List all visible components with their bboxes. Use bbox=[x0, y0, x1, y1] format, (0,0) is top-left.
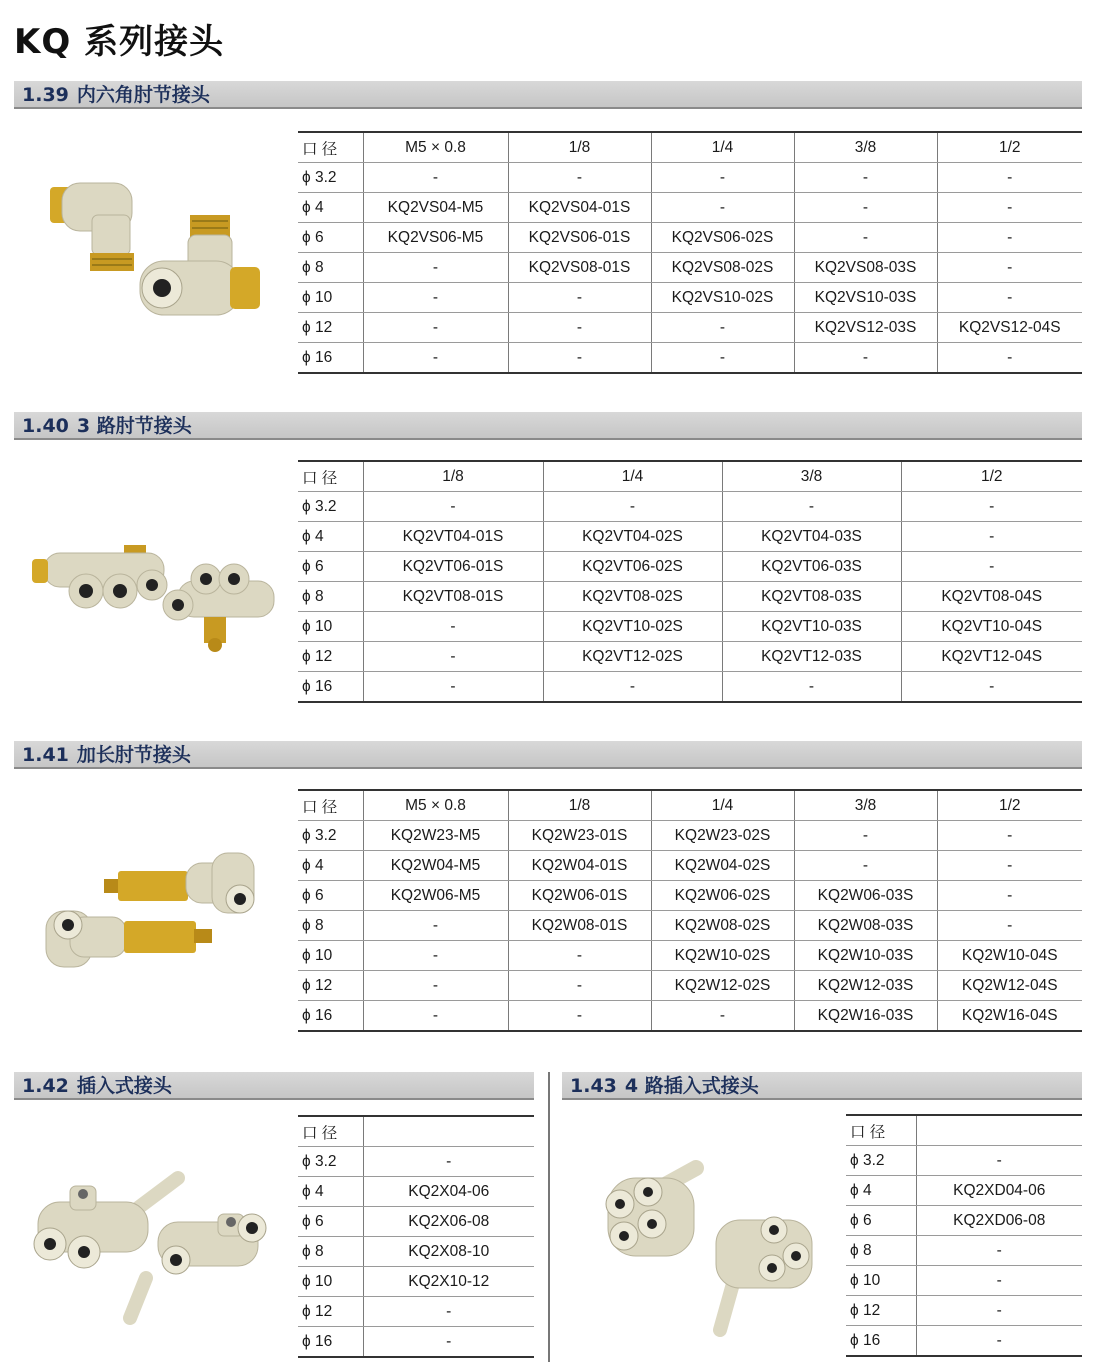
table-cell: KQ2W06-02S bbox=[651, 881, 794, 911]
column-header: 口 径 bbox=[298, 790, 363, 821]
row-label: ϕ 3.2 bbox=[298, 821, 363, 851]
table-cell: - bbox=[937, 193, 1082, 223]
table-cell: KQ2W12-02S bbox=[651, 971, 794, 1001]
row-label: ϕ 4 bbox=[298, 522, 363, 552]
product-photo-hex-elbow bbox=[40, 175, 280, 335]
column-header: 1/2 bbox=[937, 132, 1082, 163]
section-number: 1.40 bbox=[22, 415, 69, 437]
table-cell: - bbox=[722, 492, 901, 522]
table-cell: - bbox=[794, 821, 937, 851]
table-cell: KQ2W10-03S bbox=[794, 941, 937, 971]
product-photo-plug-in-y bbox=[28, 1168, 288, 1328]
section-number: 1.43 bbox=[570, 1075, 617, 1097]
table-cell: - bbox=[363, 1001, 508, 1032]
table-row bbox=[298, 612, 1082, 642]
section-title: 插入式接头 bbox=[76, 1075, 172, 1097]
table-cell: - bbox=[508, 313, 651, 343]
table-cell: KQ2W08-01S bbox=[508, 911, 651, 941]
table-cell: - bbox=[916, 1266, 1082, 1296]
table-cell: - bbox=[937, 881, 1082, 911]
table-row bbox=[298, 223, 1082, 253]
table-cell: - bbox=[363, 642, 543, 672]
table-cell: - bbox=[937, 343, 1082, 374]
table-cell: - bbox=[937, 821, 1082, 851]
table-cell: KQ2VT04-03S bbox=[722, 522, 901, 552]
table-cell: KQ2VT08-02S bbox=[543, 582, 722, 612]
table-cell: KQ2VT12-02S bbox=[543, 642, 722, 672]
table-cell: - bbox=[901, 552, 1082, 582]
spec-table-1-39 bbox=[298, 131, 1082, 374]
table-cell: - bbox=[363, 1327, 534, 1358]
table-cell: KQ2W16-03S bbox=[794, 1001, 937, 1032]
table-cell: KQ2W23-02S bbox=[651, 821, 794, 851]
table-row bbox=[846, 1266, 1082, 1296]
table-row bbox=[298, 642, 1082, 672]
table-cell: KQ2W10-04S bbox=[937, 941, 1082, 971]
table-row bbox=[298, 1207, 534, 1237]
row-label: ϕ 12 bbox=[298, 971, 363, 1001]
column-header bbox=[363, 1116, 534, 1147]
table-cell: - bbox=[363, 672, 543, 703]
table-row bbox=[298, 193, 1082, 223]
table-cell: - bbox=[363, 941, 508, 971]
table-cell: KQ2W23-01S bbox=[508, 821, 651, 851]
table-row bbox=[298, 1267, 534, 1297]
row-label: ϕ 8 bbox=[298, 582, 363, 612]
column-header: 1/8 bbox=[363, 461, 543, 492]
table-cell: - bbox=[363, 283, 508, 313]
table-row bbox=[846, 1326, 1082, 1357]
table-row bbox=[846, 1146, 1082, 1176]
table-cell: - bbox=[363, 1147, 534, 1177]
table-cell: - bbox=[937, 223, 1082, 253]
table-row bbox=[298, 911, 1082, 941]
row-label: ϕ 3.2 bbox=[298, 1147, 363, 1177]
table-row bbox=[298, 492, 1082, 522]
table-row bbox=[298, 1327, 534, 1358]
table-cell: - bbox=[916, 1236, 1082, 1266]
table-cell: - bbox=[722, 672, 901, 703]
table-cell: KQ2VS12-04S bbox=[937, 313, 1082, 343]
column-header bbox=[916, 1115, 1082, 1146]
table-row bbox=[298, 313, 1082, 343]
section-header-1-39 bbox=[14, 81, 1082, 109]
table-cell: - bbox=[901, 672, 1082, 703]
table-cell: KQ2W08-03S bbox=[794, 911, 937, 941]
section-title: 加长肘节接头 bbox=[76, 744, 191, 766]
table-row bbox=[298, 253, 1082, 283]
row-label: ϕ 4 bbox=[846, 1176, 916, 1206]
table-row bbox=[298, 1297, 534, 1327]
table-row bbox=[298, 522, 1082, 552]
row-label: ϕ 6 bbox=[298, 881, 363, 911]
table-cell: KQ2VT06-02S bbox=[543, 552, 722, 582]
table-cell: - bbox=[937, 911, 1082, 941]
table-row bbox=[298, 582, 1082, 612]
table-cell: KQ2VT06-01S bbox=[363, 552, 543, 582]
table-cell: - bbox=[508, 343, 651, 374]
row-label: ϕ 16 bbox=[298, 343, 363, 374]
table-cell: KQ2VT10-03S bbox=[722, 612, 901, 642]
table-cell: - bbox=[794, 193, 937, 223]
row-label: ϕ 6 bbox=[298, 223, 363, 253]
row-label: ϕ 10 bbox=[846, 1266, 916, 1296]
row-label: ϕ 4 bbox=[298, 193, 363, 223]
column-header: 1/2 bbox=[901, 461, 1082, 492]
column-header: 1/8 bbox=[508, 790, 651, 821]
product-photo-3-way-elbow bbox=[28, 535, 288, 655]
section-header-1-43 bbox=[562, 1072, 1082, 1100]
row-label: ϕ 4 bbox=[298, 1177, 363, 1207]
table-cell: KQ2W04-02S bbox=[651, 851, 794, 881]
table-cell: - bbox=[794, 343, 937, 374]
table-cell: KQ2VS04-M5 bbox=[363, 193, 508, 223]
table-row bbox=[298, 851, 1082, 881]
row-label: ϕ 12 bbox=[298, 313, 363, 343]
row-label: ϕ 3.2 bbox=[298, 492, 363, 522]
table-cell: KQ2VS04-01S bbox=[508, 193, 651, 223]
row-label: ϕ 8 bbox=[298, 911, 363, 941]
table-row bbox=[298, 343, 1082, 374]
column-header: M5 × 0.8 bbox=[363, 132, 508, 163]
page-title: KQ 系列接头 bbox=[14, 22, 225, 62]
table-row bbox=[298, 283, 1082, 313]
table-cell: - bbox=[651, 193, 794, 223]
table-cell: - bbox=[363, 343, 508, 374]
spec-table-1-40 bbox=[298, 460, 1082, 703]
column-header: 1/4 bbox=[651, 790, 794, 821]
table-cell: - bbox=[508, 283, 651, 313]
section-title: 3 路肘节接头 bbox=[76, 415, 192, 437]
table-cell: KQ2W06-01S bbox=[508, 881, 651, 911]
row-label: ϕ 8 bbox=[298, 1237, 363, 1267]
table-row bbox=[298, 941, 1082, 971]
table-header-row bbox=[298, 790, 1082, 821]
spec-table-1-41 bbox=[298, 789, 1082, 1032]
column-header: 1/2 bbox=[937, 790, 1082, 821]
table-cell: KQ2VT08-01S bbox=[363, 582, 543, 612]
table-cell: KQ2VT06-03S bbox=[722, 552, 901, 582]
row-label: ϕ 16 bbox=[298, 672, 363, 703]
row-label: ϕ 12 bbox=[298, 642, 363, 672]
row-label: ϕ 16 bbox=[298, 1327, 363, 1358]
column-header: 1/8 bbox=[508, 132, 651, 163]
table-row bbox=[298, 1001, 1082, 1032]
row-label: ϕ 10 bbox=[298, 941, 363, 971]
row-label: ϕ 6 bbox=[298, 552, 363, 582]
table-header-row bbox=[846, 1115, 1082, 1146]
spec-table-1-43 bbox=[846, 1114, 1082, 1357]
table-cell: KQ2W10-02S bbox=[651, 941, 794, 971]
table-cell: - bbox=[651, 163, 794, 193]
product-photo-4-way-plug-in bbox=[596, 1160, 836, 1340]
table-cell: - bbox=[508, 971, 651, 1001]
row-label: ϕ 10 bbox=[298, 283, 363, 313]
table-row bbox=[298, 163, 1082, 193]
section-number: 1.42 bbox=[22, 1075, 69, 1097]
table-cell: KQ2X10-12 bbox=[363, 1267, 534, 1297]
table-cell: KQ2XD04-06 bbox=[916, 1176, 1082, 1206]
table-cell: KQ2VS06-01S bbox=[508, 223, 651, 253]
table-header-row bbox=[298, 461, 1082, 492]
table-cell: - bbox=[543, 672, 722, 703]
table-cell: - bbox=[363, 253, 508, 283]
table-row bbox=[846, 1236, 1082, 1266]
table-cell: - bbox=[901, 522, 1082, 552]
section-header-1-41 bbox=[14, 741, 1082, 769]
table-row bbox=[298, 1237, 534, 1267]
spec-table-1-42 bbox=[298, 1115, 534, 1358]
table-cell: - bbox=[363, 492, 543, 522]
row-label: ϕ 3.2 bbox=[846, 1146, 916, 1176]
column-header: 口 径 bbox=[846, 1115, 916, 1146]
table-cell: KQ2W06-M5 bbox=[363, 881, 508, 911]
table-cell: KQ2X04-06 bbox=[363, 1177, 534, 1207]
table-row bbox=[298, 971, 1082, 1001]
row-label: ϕ 4 bbox=[298, 851, 363, 881]
table-cell: - bbox=[937, 253, 1082, 283]
table-cell: KQ2W08-02S bbox=[651, 911, 794, 941]
table-cell: KQ2W04-M5 bbox=[363, 851, 508, 881]
table-cell: - bbox=[937, 851, 1082, 881]
section-number: 1.41 bbox=[22, 744, 69, 766]
table-cell: KQ2X08-10 bbox=[363, 1237, 534, 1267]
section-number: 1.39 bbox=[22, 84, 69, 106]
table-cell: KQ2VT08-03S bbox=[722, 582, 901, 612]
table-cell: KQ2VS08-02S bbox=[651, 253, 794, 283]
table-row bbox=[846, 1296, 1082, 1326]
table-cell: KQ2W23-M5 bbox=[363, 821, 508, 851]
table-cell: KQ2VT08-04S bbox=[901, 582, 1082, 612]
section-title: 4 路插入式接头 bbox=[624, 1075, 759, 1097]
row-label: ϕ 10 bbox=[298, 1267, 363, 1297]
table-cell: KQ2VS06-M5 bbox=[363, 223, 508, 253]
row-label: ϕ 6 bbox=[846, 1206, 916, 1236]
table-cell: - bbox=[901, 492, 1082, 522]
table-cell: KQ2VT12-04S bbox=[901, 642, 1082, 672]
row-label: ϕ 8 bbox=[846, 1236, 916, 1266]
column-divider bbox=[548, 1072, 550, 1362]
column-header: 口 径 bbox=[298, 132, 363, 163]
table-cell: - bbox=[651, 313, 794, 343]
table-cell: - bbox=[363, 971, 508, 1001]
column-header: 口 径 bbox=[298, 1116, 363, 1147]
table-header-row bbox=[298, 132, 1082, 163]
table-cell: - bbox=[916, 1296, 1082, 1326]
table-cell: KQ2VS06-02S bbox=[651, 223, 794, 253]
table-cell: KQ2W04-01S bbox=[508, 851, 651, 881]
table-cell: - bbox=[916, 1326, 1082, 1357]
table-row bbox=[298, 881, 1082, 911]
table-cell: KQ2W06-03S bbox=[794, 881, 937, 911]
column-header: 3/8 bbox=[794, 132, 937, 163]
table-cell: - bbox=[651, 343, 794, 374]
section-title: 内六角肘节接头 bbox=[76, 84, 210, 106]
table-cell: - bbox=[508, 163, 651, 193]
table-row bbox=[298, 672, 1082, 703]
row-label: ϕ 12 bbox=[846, 1296, 916, 1326]
column-header: 3/8 bbox=[722, 461, 901, 492]
table-row bbox=[298, 821, 1082, 851]
row-label: ϕ 10 bbox=[298, 612, 363, 642]
table-cell: - bbox=[916, 1146, 1082, 1176]
table-cell: KQ2X06-08 bbox=[363, 1207, 534, 1237]
product-photo-extended-elbow bbox=[40, 845, 270, 975]
table-row bbox=[298, 1177, 534, 1207]
table-cell: - bbox=[508, 941, 651, 971]
table-cell: - bbox=[794, 223, 937, 253]
table-cell: KQ2VT04-01S bbox=[363, 522, 543, 552]
table-row bbox=[298, 1147, 534, 1177]
column-header: 1/4 bbox=[543, 461, 722, 492]
table-cell: KQ2W12-04S bbox=[937, 971, 1082, 1001]
table-cell: KQ2VS08-03S bbox=[794, 253, 937, 283]
row-label: ϕ 16 bbox=[298, 1001, 363, 1032]
table-cell: KQ2VS08-01S bbox=[508, 253, 651, 283]
table-cell: - bbox=[543, 492, 722, 522]
column-header: 口 径 bbox=[298, 461, 363, 492]
table-cell: KQ2VT12-03S bbox=[722, 642, 901, 672]
table-cell: - bbox=[363, 1297, 534, 1327]
table-cell: KQ2VT04-02S bbox=[543, 522, 722, 552]
row-label: ϕ 3.2 bbox=[298, 163, 363, 193]
table-cell: KQ2W16-04S bbox=[937, 1001, 1082, 1032]
table-cell: - bbox=[363, 313, 508, 343]
row-label: ϕ 8 bbox=[298, 253, 363, 283]
table-cell: - bbox=[794, 163, 937, 193]
table-cell: - bbox=[363, 163, 508, 193]
table-cell: KQ2VT10-04S bbox=[901, 612, 1082, 642]
table-cell: KQ2VS10-02S bbox=[651, 283, 794, 313]
table-cell: KQ2W12-03S bbox=[794, 971, 937, 1001]
row-label: ϕ 6 bbox=[298, 1207, 363, 1237]
row-label: ϕ 16 bbox=[846, 1326, 916, 1357]
table-cell: KQ2VT10-02S bbox=[543, 612, 722, 642]
table-row bbox=[846, 1176, 1082, 1206]
column-header: 1/4 bbox=[651, 132, 794, 163]
table-cell: - bbox=[651, 1001, 794, 1032]
row-label: ϕ 12 bbox=[298, 1297, 363, 1327]
table-row bbox=[298, 552, 1082, 582]
table-cell: - bbox=[508, 1001, 651, 1032]
table-cell: KQ2VS12-03S bbox=[794, 313, 937, 343]
table-row bbox=[846, 1206, 1082, 1236]
table-cell: KQ2VS10-03S bbox=[794, 283, 937, 313]
table-cell: - bbox=[937, 283, 1082, 313]
table-cell: - bbox=[363, 911, 508, 941]
table-cell: - bbox=[794, 851, 937, 881]
column-header: M5 × 0.8 bbox=[363, 790, 508, 821]
table-cell: - bbox=[937, 163, 1082, 193]
table-header-row bbox=[298, 1116, 534, 1147]
table-cell: - bbox=[363, 612, 543, 642]
section-header-1-42 bbox=[14, 1072, 534, 1100]
column-header: 3/8 bbox=[794, 790, 937, 821]
section-header-1-40 bbox=[14, 412, 1082, 440]
table-cell: KQ2XD06-08 bbox=[916, 1206, 1082, 1236]
